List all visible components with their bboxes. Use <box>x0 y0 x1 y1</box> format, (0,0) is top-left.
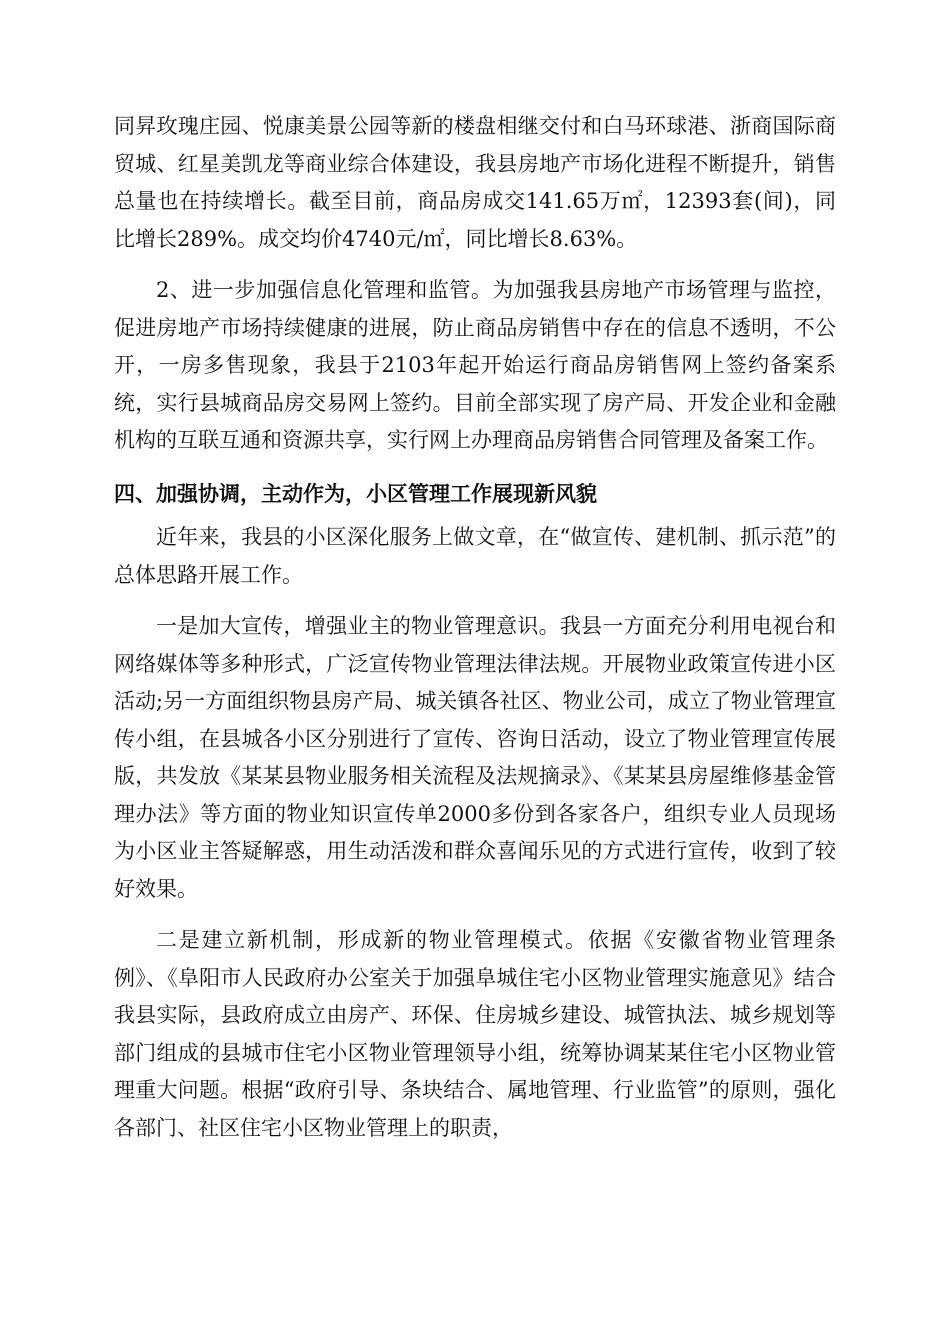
paragraph-sales-growth: 同昇玫瑰庄园、悦康美景公园等新的楼盘相继交付和白马环球港、浙商国际商贸城、红星美凯龙等商业综合体建设，我县房地产市场化进程不断提升，销售总量也在持续增长。截至目前，商品房成交141.65万㎡，12393套(间)，同比增长289%。成交均价4740元/㎡，同比增长8.63%。 <box>114 114 836 251</box>
paragraph-information-management: 2、进一步加强信息化管理和监管。为加强我县房地产市场管理与监控，促进房地产市场持续健康的进展，防止商品房销售中存在的信息不透明，不公开，一房多售现象，我县于2103年起开始运行商品房销售网上签约备案系统，实行县城商品房交易网上签约。目前全部实现了房产局、开发企业和金融机构的互联互通和资源共享，实行网上办理商品房销售合同管理及备案工作。 <box>114 278 836 452</box>
section-heading-4: 四、加强协调，主动作为，小区管理工作展现新风貌 <box>114 481 597 506</box>
paragraph-new-mechanism: 二是建立新机制，形成新的物业管理模式。依据《安徽省物业管理条例》、《阜阳市人民政府办公室关于加强阜城住宅小区物业管理实施意见》结合我县实际，县政府成立由房产、环保、住房城乡建设、城管执法、城乡规划等部门组成的县城市住宅小区物业管理领导小组，统筹协调某某住宅小区物业管理重大问题。根据“政府引导、条块结合、属地管理、行业监管”的原则，强化各部门、社区住宅小区物业管理上的职责， <box>114 928 836 1140</box>
paragraph-community-intro: 近年来，我县的小区深化服务上做文章，在“做宣传、建机制、抓示范”的总体思路开展工作。 <box>114 525 836 587</box>
paragraph-publicity: 一是加大宣传，增强业主的物业管理意识。我县一方面充分利用电视台和网络媒体等多种形式，广泛宣传物业管理法律法规。开展物业政策宣传进小区活动;另一方面组织物县房产局、城关镇各社区、物业公司，成立了物业管理宣传小组，在县城各小区分别进行了宣传、咨询日活动，设立了物业管理宣传展版，共发放《某某县物业服务相关流程及法规摘录》、《某某县房屋维修基金管理办法》等方面的物业知识宣传单2000多份到各家各户，组织专业人员现场为小区业主答疑解惑，用生动活泼和群众喜闻乐见的方式进行宣传，收到了较好效果。 <box>114 614 836 901</box>
document-page <box>114 108 836 1147</box>
